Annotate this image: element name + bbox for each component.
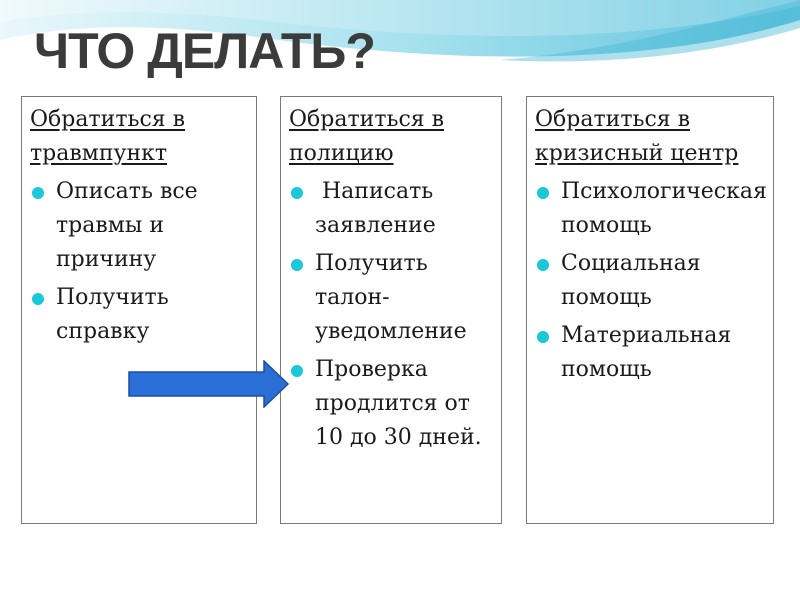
column-heading: Обратиться в травмпункт [30, 107, 186, 166]
list-item [289, 175, 493, 243]
list-item-text: Материальная помощь [561, 323, 732, 382]
item-list [289, 175, 493, 455]
list-item-text: Описать все травмы и причину [56, 179, 198, 272]
list-item-text: Написать заявление [315, 179, 441, 238]
list-item [289, 247, 493, 349]
column-police [280, 96, 502, 524]
list-item-text: Психологическая помощь [561, 179, 767, 238]
bullet-dot-icon [291, 259, 303, 271]
list-item-text: Социальная помощь [561, 251, 701, 310]
right-arrow-icon [128, 360, 290, 408]
list-item [30, 175, 248, 277]
list-item [30, 281, 248, 349]
list-item-text: Получить справку [56, 285, 169, 344]
list-item-text: Проверка продлится от 10 до 30 дней. [315, 357, 482, 450]
list-item-text: Получить талон-уведомление [315, 251, 467, 344]
bullet-dot-icon [32, 293, 44, 305]
item-list [30, 175, 248, 349]
column-trauma-center [21, 96, 257, 524]
bullet-dot-icon [537, 331, 549, 343]
bullet-dot-icon [291, 365, 303, 377]
bullet-dot-icon [32, 187, 44, 199]
item-list [535, 175, 765, 387]
list-item [535, 319, 765, 387]
slide-title: ЧТО ДЕЛАТЬ? [34, 23, 375, 79]
bullet-dot-icon [537, 187, 549, 199]
column-heading: Обратиться в кризисный центр [535, 107, 739, 166]
bullet-dot-icon [291, 187, 303, 199]
list-item [535, 175, 765, 243]
column-heading: Обратиться в полицию [289, 107, 445, 166]
bullet-dot-icon [537, 259, 549, 271]
list-item [289, 353, 493, 455]
list-item [535, 247, 765, 315]
column-crisis-center [526, 96, 774, 524]
